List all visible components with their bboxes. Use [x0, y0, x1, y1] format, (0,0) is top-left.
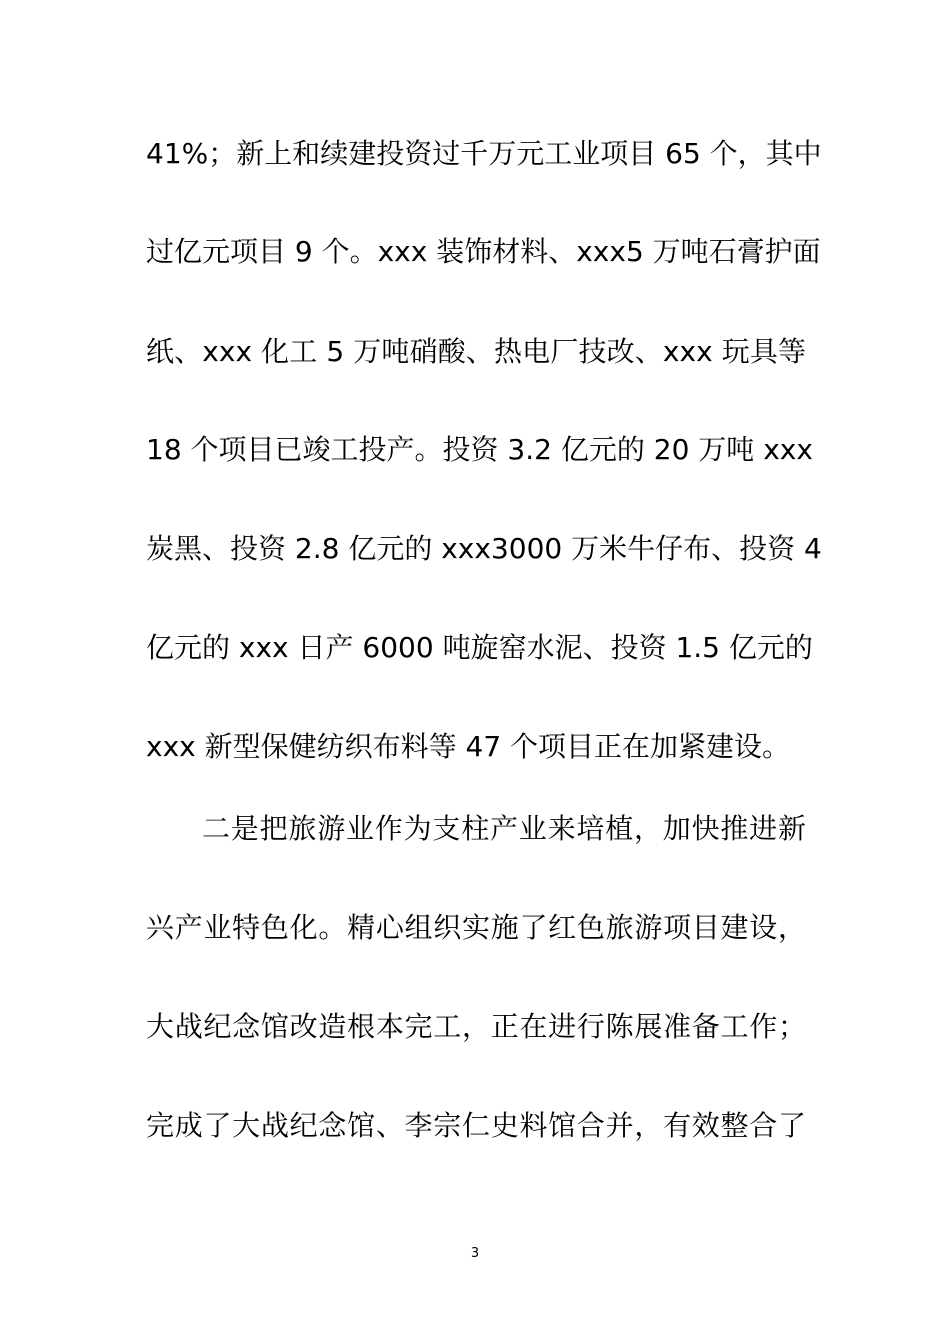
text-line: 炭黑、投资 2.8 亿元的 xxx3000 万米牛仔布、投资 4 — [146, 532, 822, 565]
paragraph-end-line: xxx 新型保健纺织布料等 47 个项目正在加紧建设。 — [146, 730, 791, 763]
text-line: 过亿元项目 9 个。xxx 装饰材料、xxx5 万吨石膏护面 — [146, 235, 821, 268]
page-number: 3 — [470, 1246, 480, 1261]
text-line: 纸、xxx 化工 5 万吨硝酸、热电厂技改、xxx 玩具等 — [146, 335, 806, 368]
paragraph-first-line: 二是把旅游业作为支柱产业来培植，加快推进新 — [202, 812, 806, 845]
text-line: 亿元的 xxx 日产 6000 吨旋窑水泥、投资 1.5 亿元的 — [146, 631, 813, 664]
text-line: 18 个项目已竣工投产。投资 3.2 亿元的 20 万吨 xxx — [146, 433, 813, 466]
text-line: 完成了大战纪念馆、李宗仁史料馆合并，有效整合了 — [146, 1109, 806, 1142]
text-line: 41%；新上和续建投资过千万元工业项目 65 个，其中 — [146, 137, 822, 170]
text-line: 大战纪念馆改造根本完工，正在进行陈展准备工作； — [146, 1010, 806, 1043]
text-line: 兴产业特色化。精心组织实施了红色旅游项目建设， — [146, 911, 806, 944]
